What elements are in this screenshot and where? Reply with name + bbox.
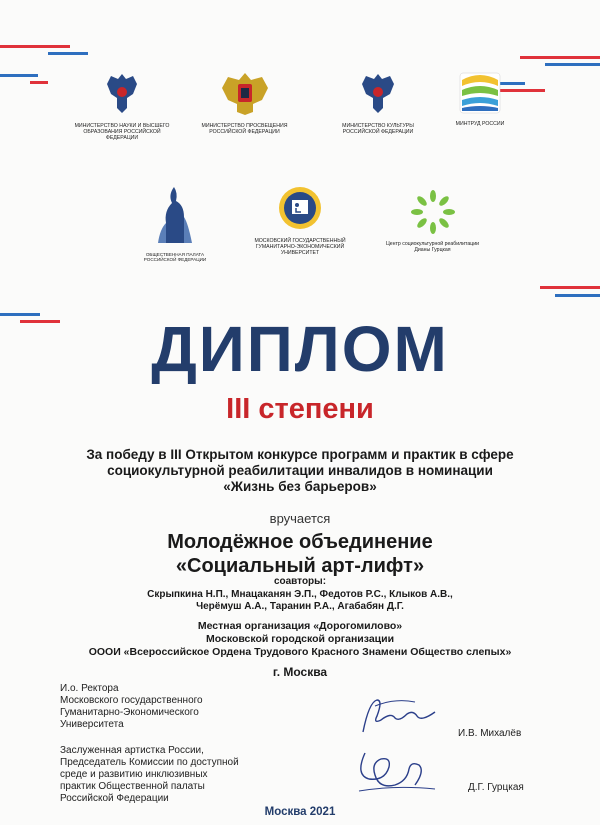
- stripe: [48, 52, 88, 55]
- position-line: И.о. Ректора: [60, 683, 119, 694]
- stripe: [0, 74, 38, 77]
- city: г. Москва: [272, 665, 328, 679]
- coauthors-label: соавторы:: [273, 576, 327, 587]
- position-line: Московского государственного: [60, 695, 203, 706]
- position-line: среде и развитию инклюзивных: [60, 769, 208, 780]
- rehab-center-logo-icon: [411, 190, 455, 234]
- signatory-rector-position: [60, 683, 203, 731]
- logo-caption: МИНТРУД РОССИИ: [455, 121, 505, 127]
- logo-mintrud: [445, 72, 515, 127]
- position-line: Российской Федерации: [60, 793, 169, 804]
- eagle-emblem-icon: [358, 70, 398, 116]
- organization-line: Местная организация «Дорогомилово»: [197, 620, 403, 632]
- rector-signature: [355, 692, 445, 740]
- logo-caption: МИНИСТЕРСТВО НАУКИ И ВЫСШЕГО ОБРАЗОВАНИЯ РОССИЙСКОЙ ФЕДЕРАЦИИ: [74, 123, 170, 141]
- reason-line: социокультурной реабилитации инвалидов в номинации: [107, 463, 493, 478]
- logo-minprosvet: [192, 70, 297, 135]
- public-chamber-logo-icon: [154, 183, 196, 245]
- stripe: [30, 81, 48, 84]
- diploma-degree: III степени: [226, 393, 374, 425]
- coauthors-line: Черёмуш А.А., Таранин Р.А., Агабабян Д.Г.: [196, 601, 404, 612]
- position-line: Председатель Комиссии по доступной: [60, 757, 239, 768]
- footer-place-year: Москва 2021: [264, 806, 336, 818]
- organization: [0, 620, 600, 659]
- position-line: практик Общественной палаты: [60, 781, 205, 792]
- reason-line: «Жизнь без барьеров»: [223, 479, 377, 494]
- logo-public-chamber: [140, 183, 210, 262]
- position-line: Гуманитарно-Экономического: [60, 707, 199, 718]
- university-logo-icon: [274, 185, 326, 231]
- logo-minobrnauki: [72, 70, 172, 141]
- logo-caption: Центр социокультурной реабилитации Дианы Гурцкая: [385, 241, 480, 253]
- logo-caption: МОСКОВСКИЙ ГОСУДАРСТВЕННЫЙ ГУМАНИТАРНО-ЭКОНОМИЧЕСКИЙ УНИВЕРСИТЕТ: [254, 238, 346, 256]
- recipient-line: Молодёжное объединение: [167, 531, 433, 553]
- eagle-emblem-icon: [103, 70, 141, 116]
- logo-caption: ОБЩЕСТВЕННАЯ ПАЛАТА РОССИЙСКОЙ ФЕДЕРАЦИИ: [143, 252, 207, 262]
- signatory-chair-position: [60, 745, 239, 805]
- logo-caption: МИНИСТЕРСТВО ПРОСВЕЩЕНИЯ РОССИЙСКОЙ ФЕДЕРАЦИИ: [201, 123, 288, 135]
- stripe: [555, 294, 600, 297]
- logo-rehab-center: [385, 190, 480, 253]
- signatory-chair-name: Д.Г. Гурцкая: [468, 782, 524, 793]
- signatory-rector-name: И.В. Михалёв: [458, 728, 522, 739]
- mintrud-logo-icon: [459, 72, 501, 114]
- logo-minkultury: [328, 70, 428, 135]
- education-emblem-icon: [218, 70, 272, 116]
- coauthors-list: [0, 589, 600, 613]
- recipient-name: [0, 530, 600, 578]
- position-line: Университета: [60, 719, 124, 730]
- awarded-label: вручается: [269, 511, 331, 526]
- chair-signature: [345, 745, 445, 800]
- position-line: Заслуженная артистка России,: [60, 745, 204, 756]
- organization-line: ОООИ «Всероссийское Ордена Трудового Красного Знамени Общество слепых»: [88, 646, 512, 658]
- coauthors-line: Скрыпкина Н.П., Мнацаканян Э.П., Федотов Р.С., Клыков А.В.,: [147, 589, 453, 600]
- organization-line: Московской городской организации: [205, 633, 395, 645]
- stripe: [0, 45, 70, 48]
- stripe: [520, 56, 600, 59]
- diploma-title: ДИПЛОМ: [151, 313, 449, 385]
- stripe: [540, 286, 600, 289]
- award-reason: [0, 447, 600, 495]
- logo-caption: МИНИСТЕРСТВО КУЛЬТУРЫ РОССИЙСКОЙ ФЕДЕРАЦИИ: [342, 123, 414, 135]
- reason-line: За победу в III Открытом конкурсе программ и практик в сфере: [86, 447, 514, 462]
- stripe: [545, 63, 600, 66]
- recipient-line: «Социальный арт-лифт»: [175, 555, 425, 577]
- logo-university: [240, 185, 360, 256]
